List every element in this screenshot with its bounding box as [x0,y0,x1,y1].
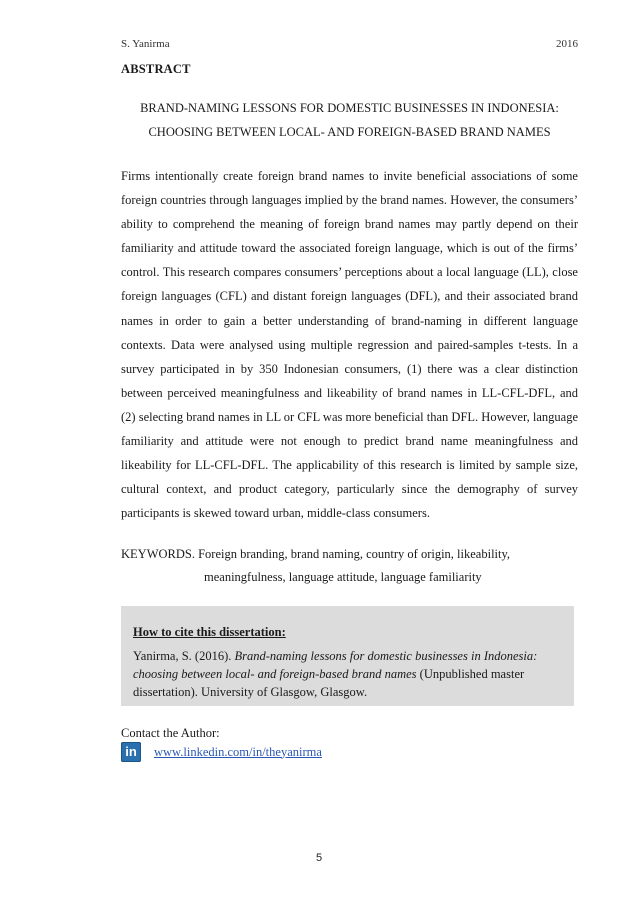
citation-prefix: Yanirma, S. (2016). [133,649,235,663]
header-year: 2016 [556,38,578,50]
page-number: 5 [315,852,323,864]
citation-text [133,647,562,701]
contact-label: Contact the Author: [121,726,220,740]
linkedin-icon[interactable]: in [121,742,141,762]
dissertation-title [121,96,578,144]
contact-row [121,742,322,762]
citation-heading: How to cite this dissertation: [133,625,286,639]
title-line-1: BRAND-NAMING LESSONS FOR DOMESTIC BUSINESSES IN INDONESIA: [140,101,559,115]
running-header [121,38,578,50]
linkedin-profile-link[interactable]: www.linkedin.com/in/theyanirma [154,744,322,759]
keywords [121,543,578,589]
title-line-2: CHOOSING BETWEEN LOCAL- AND FOREIGN-BASED BRAND NAMES [148,125,551,139]
keywords-line-1: KEYWORDS. Foreign branding, brand naming, country of origin, likeability, [121,547,511,561]
citation-suffix: (Unpublished master dissertation). University of Glasgow, Glasgow. [133,667,525,699]
abstract-body: Firms intentionally create foreign brand names to invite beneficial associations of some foreign countries through languages implied by the brand names. However, the consumers’ ability to comprehend the meaning of foreign brand names may partly depend on their familiarity and attitude toward the associated foreign language, which is out of the firms’ control. This research compares consumers’ perceptions about a local language (LL), close foreign languages (CFL) and distant foreign languages (DFL), and their associated brand names in order to gain a better understanding of brand-naming in different language contexts. Data were analysed using multiple regression and paired-samples t-tests. In a survey participated in by 350 Indonesian consumers, (1) there was a clear distinction between perceived meaningfulness and likeability of brand names in LL-CFL-DFL, and (2) selecting brand names in LL or CFL was more beneficial than DFL. However, language familiarity and attitude were not enough to predict brand name meaningfulness and likeability for LL-CFL-DFL. The applicability of this research is limited by sample size, cultural context, and product category, particularly since the demography of survey participants is skewed toward urban, middle-class consumers. [121,169,578,521]
citation-box [121,606,574,706]
abstract-heading: ABSTRACT [121,62,191,76]
citation-title: Brand-naming lessons for domestic businesses in Indonesia: choosing between local- and foreign-based brand names [133,649,538,681]
header-author: S. Yanirma [121,38,170,50]
keywords-line-2: meaningfulness, language attitude, language familiarity [204,570,482,584]
